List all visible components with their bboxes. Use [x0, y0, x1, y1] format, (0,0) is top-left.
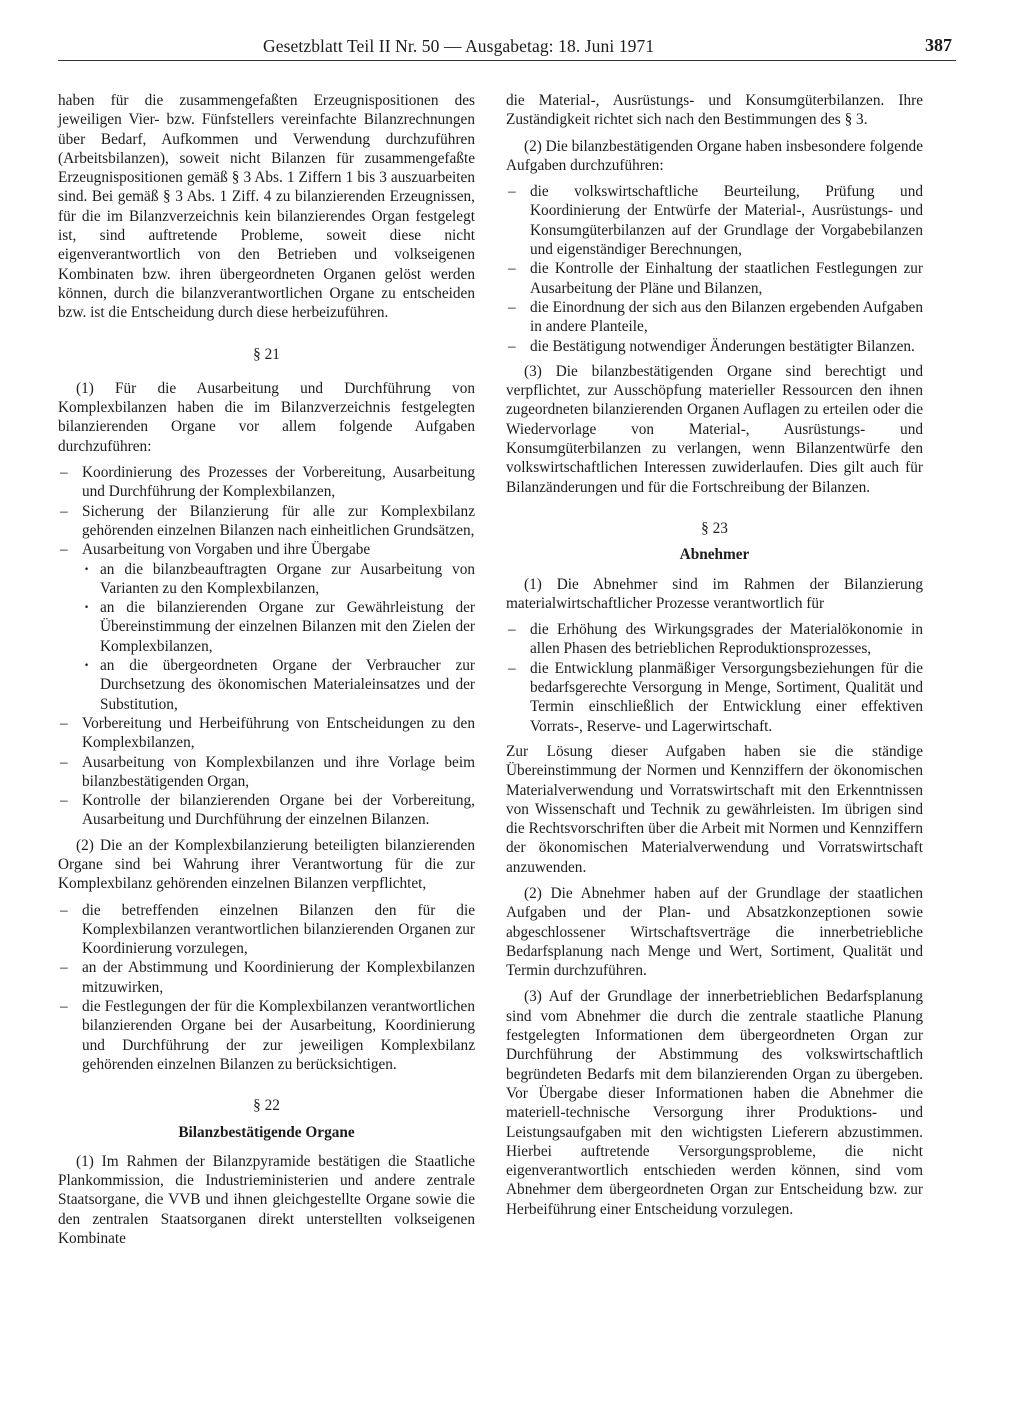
sub-list-item: · an die bilanzbeauftragten Organe zur Ausarbeitung von Varianten zu den Komplexbilanzen,: [82, 560, 475, 599]
list-item: – Ausarbeitung von Komplexbilanzen und ihre Vorlage beim bilanzbestätigenden Organ,: [58, 753, 475, 792]
section-22-title: Bilanzbestätigende Organe: [178, 1123, 355, 1141]
section-23-title: Abnehmer: [679, 546, 750, 564]
sub-list-item: · an die bilanzierenden Organe zur Gewährleistung der Übereinstimmung der einzelnen Bilanzen mit den Zielen der Komplexbilanzen,: [82, 598, 475, 656]
list-item: – Sicherung der Bilanzierung für alle zur Komplexbilanz gehörenden einzelnen Bilanzen nach einheitlichen Grundsätzen,: [58, 502, 475, 541]
list-item: – Kontrolle der bilanzierenden Organe bei der Vorbereitung, Ausarbeitung und Durchführung der einzelnen Bilanzen.: [58, 791, 475, 830]
section-22-heading: § 22: [253, 1097, 280, 1115]
left-column: [58, 91, 475, 1255]
list-item-text: Ausarbeitung von Vorgaben und ihre Übergabe: [82, 541, 371, 559]
section-21-paragraph-2: (2) Die an der Komplexbilanzierung beteiligten bilanzierenden Organe sind bei Wahrung ihrer Verantwortung für die zur Komplexbilanz gehörenden einzelnen Bilanzen verpflichtet,: [58, 836, 475, 893]
list-item: – an der Abstimmung und Koordinierung der Komplexbilanzen mitzuwirken,: [58, 958, 475, 997]
section-21-duty-list: [58, 901, 475, 1075]
right-column: [506, 91, 923, 1226]
intro-paragraph: haben für die zusammengefaßten Erzeugnispositionen des jeweiligen Vier- bzw. Fünfstellers vereinfachte Bilanzrechnungen über Bedarf, Aufkommen und Verwendung durchzuführen (Arbeitsbilanzen), soweit nicht Bilanzen für zusammengefaßte Erzeugnispositionen gemäß § 3 Abs. 1 Ziffern 1 bis 3 auszuarbeiten sind. Bei gemäß § 3 Abs. 1 Ziff. 4 zu bilanzierenden Erzeugnissen, für die im Bilanzverzeichnis kein bilanzierendes Organ festgelegt ist, sind auftretende Probleme, soweit diese nicht eigenverantwortlich von den Betrieben und volkseigenen Kombinaten bzw. ihren übergeordneten Organen gelöst werden können, durch die bilanzverantwortlichen Organe zu entscheiden bzw. ist die Entscheidung durch diese herbeizuführen.: [58, 92, 475, 322]
list-item: – die Bestätigung notwendiger Änderungen bestätigter Bilanzen.: [506, 337, 923, 356]
header-title: Gesetzblatt Teil II Nr. 50 — Ausgabetag: 18. Juni 1971: [263, 36, 655, 56]
section-22-task-list: [506, 182, 923, 356]
section-21-paragraph-1: (1) Für die Ausarbeitung und Durchführung von Komplexbilanzen haben die im Bilanzverzeichnis festgelegten bilanzierenden Organe vor allem folgende Aufgaben durchzuführen:: [58, 379, 475, 455]
list-item: [58, 540, 475, 714]
page-number: 387: [925, 35, 952, 55]
sub-list: [82, 560, 475, 714]
section-22-paragraph-1: (1) Im Rahmen der Bilanzpyramide bestätigen die Staatliche Plankommission, die Industrieministerien und andere zentrale Staatsorgane, die VVB und ihnen gleichgestellte Organe sowie die den zentralen Staatsorganen direkt unterstellten volkseigenen Kombinate: [58, 1152, 475, 1248]
section-23-heading: § 23: [701, 519, 728, 537]
list-item: – die Festlegungen der für die Komplexbilanzen verantwortlichen bilanzierenden Organe bei der Ausarbeitung, Koordinierung und Durchführung der zur jeweiligen Komplexbilanz gehörenden einzelnen Bilanzen zu berücksichtigen.: [58, 997, 475, 1074]
page-header: [58, 30, 956, 61]
list-item: – die volkswirtschaftliche Beurteilung, Prüfung und Koordinierung der Entwürfe der Material-, Ausrüstungs- und Konsumgüterbilanzen auf der Grundlage der Vorgabebilanzen und eigenständiger Berechnungen,: [506, 182, 923, 259]
section-21-heading: § 21: [253, 345, 280, 363]
list-item: – die betreffenden einzelnen Bilanzen den für die Komplexbilanzen verantwortlichen bilanzierenden Organen zur Koordinierung vorzulegen,: [58, 901, 475, 959]
list-item: – die Einordnung der sich aus den Bilanzen ergebenden Aufgaben in andere Planteile,: [506, 298, 923, 337]
section-23-paragraph-2: (2) Die Abnehmer haben auf der Grundlage der staatlichen Aufgaben und der Plan- und Absatzkonzeptionen sowie abgeschlossener Wirtschaftsverträge die innerbetriebliche Bedarfsplanung nach Menge und Wert, Sortiment, Qualität und Termin durchzuführen.: [506, 884, 923, 980]
list-item: – die Erhöhung des Wirkungsgrades der Materialökonomie in allen Phasen des betrieblichen Reproduktionsprozesses,: [506, 620, 923, 659]
section-22-paragraph-2: (2) Die bilanzbestätigenden Organe haben insbesondere folgende Aufgaben durchzuführen:: [506, 137, 923, 174]
continuation-paragraph: die Material-, Ausrüstungs- und Konsumgüterbilanzen. Ihre Zuständigkeit richtet sich nach den Bestimmungen des § 3.: [506, 92, 923, 129]
sub-list-item: · an die übergeordneten Organe der Verbraucher zur Durchsetzung des ökonomischen Materialeinsatzes und der Substitution,: [82, 656, 475, 714]
list-item: – die Entwicklung planmäßiger Versorgungsbeziehungen für die bedarfsgerechte Versorgung in Menge, Sortiment, Qualität und Termin einschließlich der Entwicklung einer effektiven Vorrats-, Reserve- und Lagerwirtschaft.: [506, 659, 923, 736]
section-23-paragraph-1-tail: Zur Lösung dieser Aufgaben haben sie die ständige Übereinstimmung der Normen und Kennziffern der ökonomischen Materialverwendung und Vorratswirtschaft mit den Erkenntnissen von Wissenschaft und Technik zu gewährleisten. Im übrigen sind die Rechtsvorschriften über die Arbeit mit Normen und Kennziffern der ökonomischen Materialverwendung und Vorratswirtschaft anzuwenden.: [506, 742, 923, 876]
section-23-responsibility-list: [506, 620, 923, 736]
list-item: – Vorbereitung und Herbeiführung von Entscheidungen zu den Komplexbilanzen,: [58, 714, 475, 753]
section-21-task-list: [58, 463, 475, 830]
list-item: – die Kontrolle der Einhaltung der staatlichen Festlegungen zur Ausarbeitung der Pläne und Bilanzen,: [506, 259, 923, 298]
list-item: – Koordinierung des Prozesses der Vorbereitung, Ausarbeitung und Durchführung der Komplexbilanzen,: [58, 463, 475, 502]
section-23-paragraph-1: (1) Die Abnehmer sind im Rahmen der Bilanzierung materialwirtschaftlicher Prozesse verantwortlich für: [506, 575, 923, 612]
section-23-paragraph-3: (3) Auf der Grundlage der innerbetrieblichen Bedarfsplanung sind vom Abnehmer die durch die zentrale staatliche Planung festgelegten Informationen dem übergeordneten Organ zur Durchführung der Abstimmung des volkswirtschaftlich begründeten Bedarfs mit dem bilanzierenden Organ zu übergeben. Vor Übergabe dieser Informationen haben die Abnehmer die materiell-technische Versorgung ihrer Produktions- und Leistungsaufgaben mit den wichtigsten Lieferern abzustimmen. Hierbei auftretende Versorgungsprobleme, die nicht eigenverantwortlich entschieden werden können, sind vom Abnehmer dem übergeordneten Organ zur Entscheidung bzw. zur Herbeiführung einer Entscheidung vorzulegen.: [506, 988, 923, 1218]
section-22-paragraph-3: (3) Die bilanzbestätigenden Organe sind berechtigt und verpflichtet, zur Ausschöpfung materieller Ressourcen den ihnen zugeordneten bilanzierenden Organen Auflagen zu erteilen oder die Wiedervorlage von Material-, Ausrüstungs- und Konsumgüterbilanzen zu verlangen, wenn Bilanzentwürfe den volkswirtschaftlichen Interessen zuwiderlaufen. Dies gilt auch für Bilanzänderungen und für die Fortschreibung der Bilanzen.: [506, 362, 923, 496]
